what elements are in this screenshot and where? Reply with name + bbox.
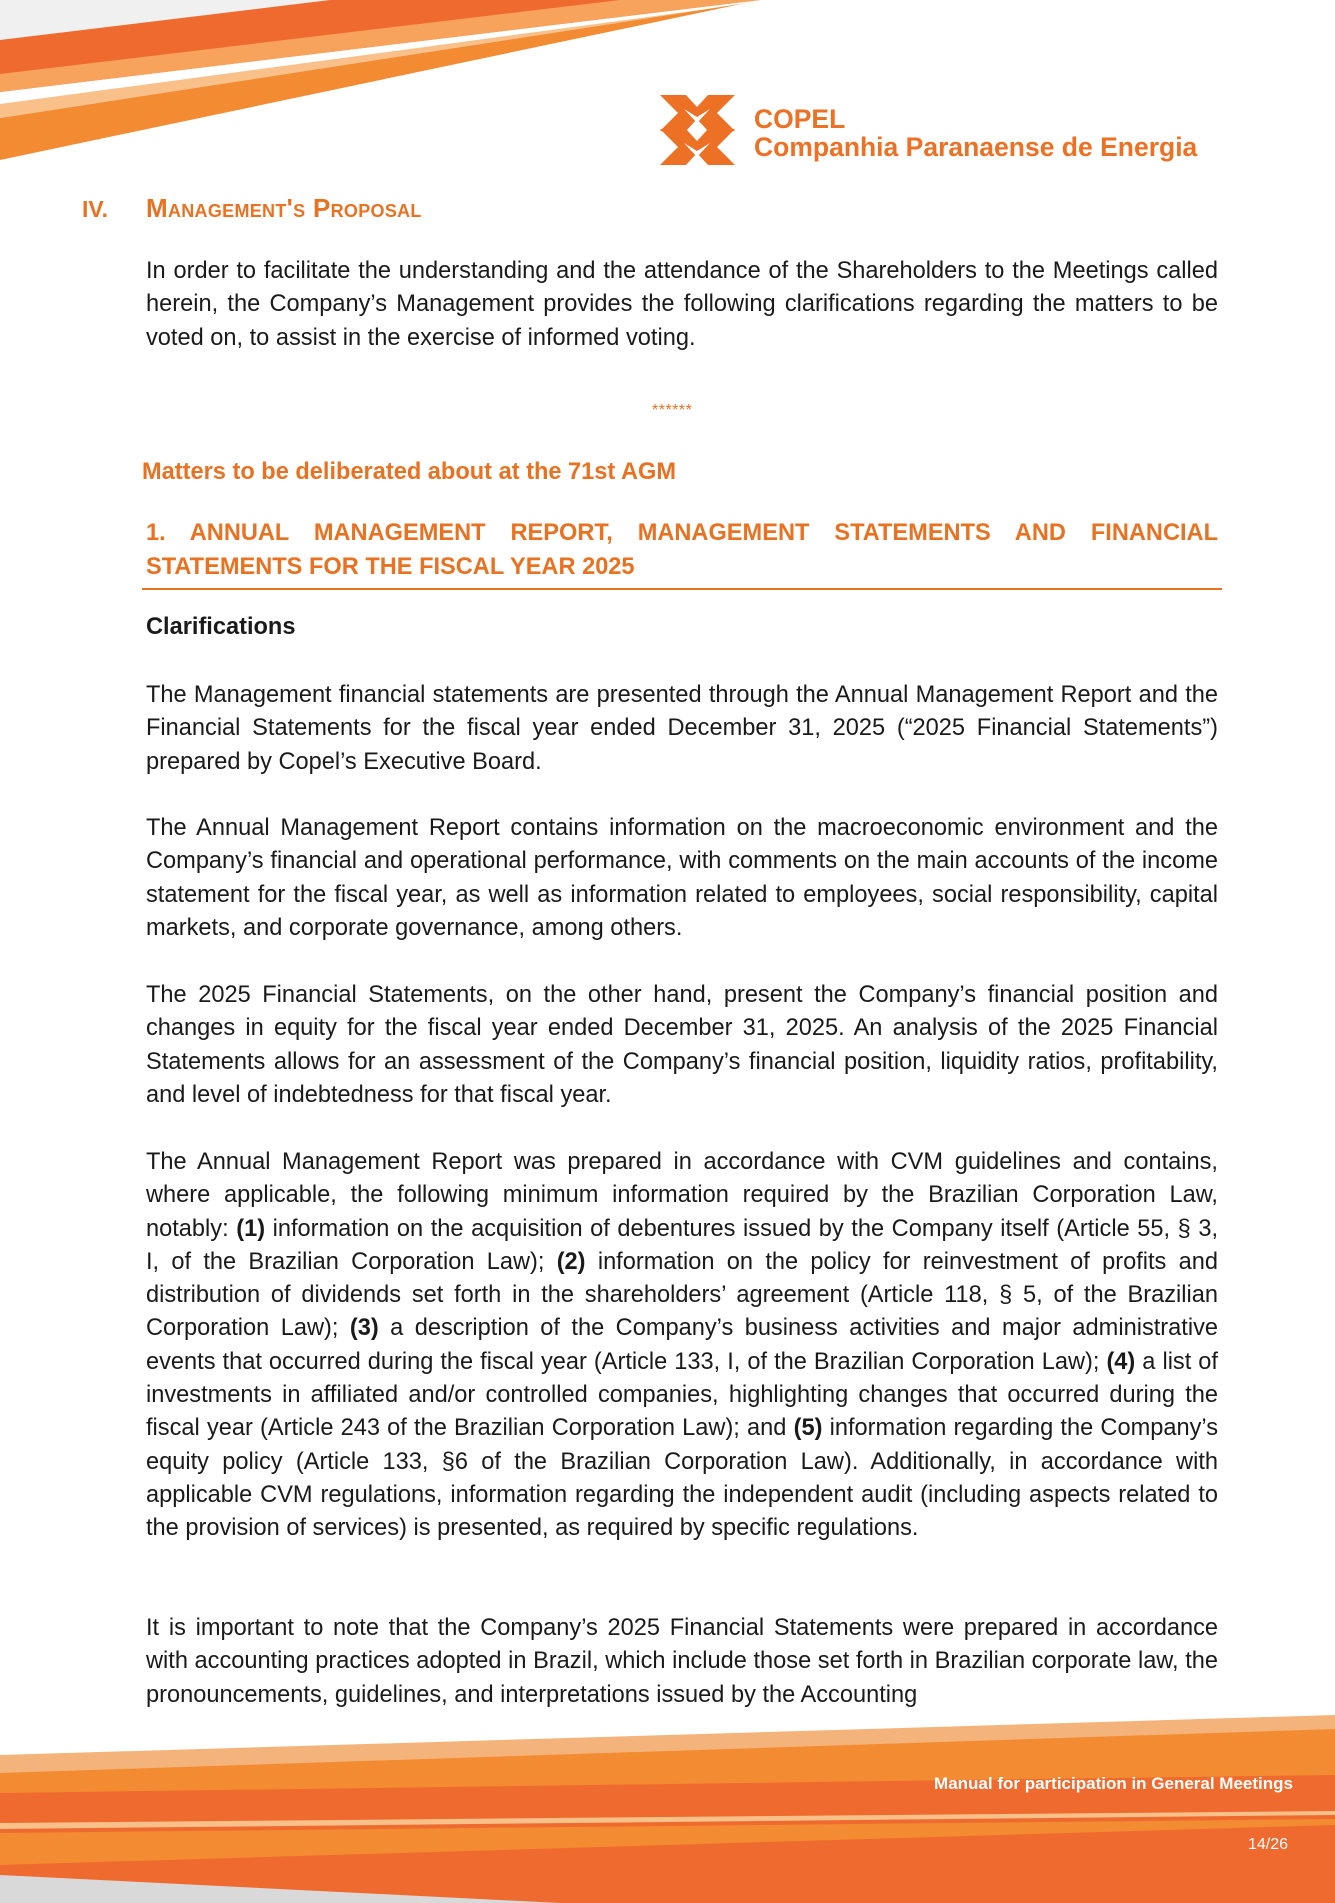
p4-text-4: a list of investments in affiliated and/or controlled companies, highlighting changes that occurred during the fiscal year (Article 243 of the Brazilian Corporation Law); and [146,1348,1218,1442]
footer-band-decoration [0,1715,1335,1903]
p4-marker-3: (3) [349,1315,379,1342]
body-paragraph-1-block [146,679,1218,779]
footer-label: Manual for participation in General Meetings [934,1774,1293,1793]
logo-wordmark [754,105,1197,161]
clarifications-label: Clarifications [146,614,296,640]
separator-stars: ****** [652,402,693,419]
item1-title: 1. ANNUAL MANAGEMENT REPORT, MANAGEMENT STATEMENTS AND FINANCIAL STATEMENTS FOR THE FISCAL YEAR 2025 [146,520,1218,580]
section-title: Management's Proposal [146,193,422,223]
p4-marker-5: (5) [793,1415,823,1442]
page-number: 14/26 [1247,1836,1288,1853]
item1-title-underline [142,588,1222,590]
body-paragraph-4-block [146,1146,1218,1546]
body-paragraph-3-block [146,979,1218,1112]
p4-text-3: a description of the Company’s business activities and major administrative events that occurred during the fiscal year (Article 133, I, of the Brazilian Corporation Law); [146,1315,1218,1375]
body-paragraph-3: The 2025 Financial Statements, on the other hand, present the Company’s financial position and changes in equity for the fiscal year ended December 31, 2025. An analysis of the 2025 Financial Statements allows for an assessment of the Company’s financial position, liquidity ratios, profitability, and level of indebtedness for that fiscal year. [146,982,1218,1108]
intro-paragraph: In order to facilitate the understanding and the attendance of the Shareholders to the Meetings called herein, the Company’s Management provides the following clarifications regarding the matters to be voted on, to assist in the exercise of informed voting. [146,258,1218,351]
body-paragraph-4 [146,1146,1218,1546]
logo-name: COPEL [754,104,846,134]
p4-marker-1: (1) [236,1215,266,1242]
p4-text-2: information on the policy for reinvestment of profits and distribution of dividends set forth in the shareholders’ agreement (Article 118, § 5, of the Brazilian Corporation Law); [146,1248,1218,1342]
body-paragraph-1: The Management financial statements are presented through the Annual Management Report and the Financial Statements for the fiscal year ended December 31, 2025 (“2025 Financial Statements”) prepared by Copel’s Executive Board. [146,682,1218,775]
copel-logo [660,95,1198,165]
body-paragraph-5: It is important to note that the Company’s 2025 Financial Statements were prepared in accordance with accounting practices adopted in Brazil, which include those set forth in Brazilian corporate law, the pronouncements, guidelines, and interpretations issued by the Accounting [146,1615,1218,1708]
p4-marker-4: (4) [1106,1348,1136,1375]
p4-text-1: information on the acquisition of debentures issued by the Company itself (Article 55, § 3, I, of the Brazilian Corporation Law); [146,1215,1218,1275]
section-heading [82,193,682,224]
body-paragraph-2-block [146,812,1218,945]
section-number: IV. [82,196,109,222]
copel-logo-icon [660,95,735,165]
p4-text-5: information regarding the Company’s equity policy (Article 133, §6 of the Brazilian Corporation Law). Additionally, in accordance with applicable CVM regulations, information regarding the independent audit (including aspects related to the provision of services) is presented, as required by specific regulations. [146,1415,1218,1542]
p4-intro: The Annual Management Report was prepared in accordance with CVM guidelines and contains, where applicable, the following minimum information required by the Brazilian Corporation Law, notably: [146,1149,1218,1242]
body-paragraph-5-block [146,1612,1218,1712]
agm-heading: Matters to be deliberated about at the 71st AGM [142,459,677,485]
p4-marker-2: (2) [556,1248,586,1275]
logo-subtitle: Companhia Paranaense de Energia [754,132,1198,162]
body-paragraph-2: The Annual Management Report contains information on the macroeconomic environment and the Company’s financial and operational performance, with comments on the main accounts of the income statement for the fiscal year, as well as information related to employees, social responsibility, capital markets, and corporate governance, among others. [146,815,1218,941]
intro-paragraph-block [146,255,1218,355]
